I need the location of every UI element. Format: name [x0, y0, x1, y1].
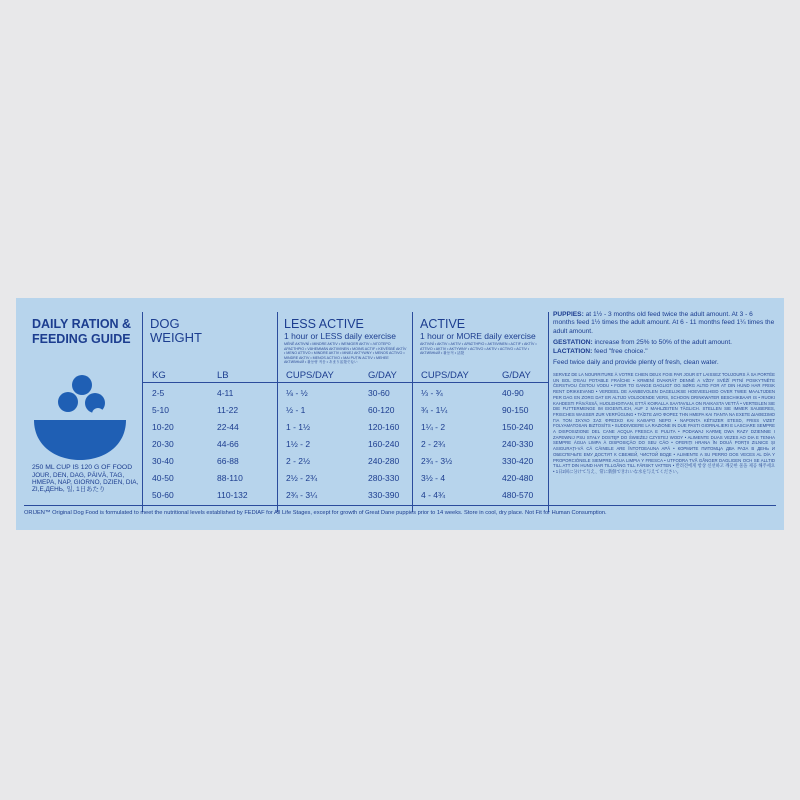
cell-less-cups: 2¾ - 3¼	[286, 490, 318, 500]
puppies-label: PUPPIES:	[553, 311, 584, 318]
cell-active-grams: 480-570	[502, 490, 534, 500]
cell-less-cups: ⅛ - ½	[286, 388, 308, 398]
feed-note: Feed twice daily and provide plenty of fresh, clean water.	[553, 359, 719, 367]
cell-lb: 88-110	[217, 473, 243, 483]
dog-weight-line-1: DOG	[150, 316, 180, 331]
cell-active-grams: 330-420	[502, 456, 534, 466]
divider-left	[142, 312, 143, 512]
cell-active-grams: 240-330	[502, 439, 534, 449]
feeding-guide-panel	[16, 298, 784, 530]
food-bowl-icon	[34, 372, 130, 462]
cell-kg: 5-10	[152, 405, 170, 415]
cell-less-cups: 1 - 1½	[286, 422, 311, 432]
cell-less-grams: 120-160	[368, 422, 400, 432]
cell-kg: 10-20	[152, 422, 174, 432]
cell-lb: 44-66	[217, 439, 239, 449]
cell-kg: 2-5	[152, 388, 165, 398]
cell-active-grams: 420-480	[502, 473, 534, 483]
cell-less-grams: 240-280	[368, 456, 400, 466]
footer-rule	[24, 505, 776, 506]
cell-active-cups: ⅓ - ¾	[421, 388, 443, 398]
lactation-label: LACTATION:	[553, 347, 593, 355]
cell-kg: 20-30	[152, 439, 174, 449]
cell-less-grams: 160-240	[368, 439, 400, 449]
divider-right	[548, 312, 549, 512]
guide-title	[32, 317, 131, 347]
kibble-icon	[72, 375, 92, 395]
puppies-note	[553, 311, 775, 336]
col-header-active-cups: CUPS/DAY	[421, 370, 469, 381]
cell-active-cups: 3½ - 4	[421, 473, 446, 483]
cell-less-cups: 1½ - 2	[286, 439, 311, 449]
cell-active-grams: 150-240	[502, 422, 534, 432]
cup-note-text: 250 ML CUP IS 120 G OF FOOD	[32, 464, 133, 471]
active-subtitle: 1 hour or MORE daily exercise	[420, 331, 536, 341]
cell-less-cups: 2½ - 2¾	[286, 473, 318, 483]
cell-kg: 30-40	[152, 456, 174, 466]
cell-less-grams: 280-330	[368, 473, 400, 483]
guide-title-line-2: FEEDING GUIDE	[32, 332, 131, 346]
col-header-active-grams: G/DAY	[502, 370, 531, 381]
cell-kg: 50-60	[152, 490, 174, 500]
footer-disclaimer: ORIJEN™ Original Dog Food is formulated to meet the nutritional levels established by FEDIAF for All Life Stages, except for growth of Great Dane puppies prior to 14 weeks. Store in cool, dry place. Not Fit for Human Consumption.	[24, 510, 607, 516]
lactation-text: feed "free choice."	[594, 347, 648, 355]
cell-less-cups: ½ - 1	[286, 405, 306, 415]
dog-weight-heading	[150, 317, 202, 345]
less-active-subtitle: 1 hour or LESS daily exercise	[284, 331, 396, 341]
col-header-kg: KG	[152, 370, 166, 381]
cell-lb: 66-88	[217, 456, 239, 466]
gestation-text: increase from 25% to 50% of the adult amount.	[594, 339, 732, 347]
cell-less-grams: 330-390	[368, 490, 400, 500]
cell-less-grams: 60-120	[368, 405, 395, 415]
kibble-icon	[58, 392, 78, 412]
multilingual-instructions: SERVEZ DE LA NOURRITURE À VOTRE CHIEN DEUX FOIS PAR JOUR ET LAISSEZ TOUJOURS À SA PORTÉE UN BOL D'EAU POTABLE FRAÎCHE • KRMENÍ DVAKRÁT DENNĚ A VŽDY SVĚŽÍ PITNÍ POSKYTNĚTE ČERSTVOU ČISTOU VODU • FODR TO GANGE DAGLIGT OG SØRG ALTID FOR AT DIN HUND HAR FRISK RENT DRIKKEVAND • VERDEEL DE AANBEVOLEN DAGELIJKSE HOEVEELHEID OVER TWEE MAALTIJDEN PER DAG EN ZORG DAT ER ALTIJD VOLDOENDE VERS, SCHOON DRINKWATER BESCHIKBAAR IS • RUOKI KAHDESTI PÄIVÄSSÄ, HUOLEHDITAAN, ETTÄ KOIRALLA SAATAVILLA ON RAIKASTA VETTÄ • VERTEILEN SIE DIE FUTTERMENGE IM EIGENTLICH, AUF 2 MAHLZEITEN TÄGLICH. STELLEN SIE IMMER SAUBERES, FRISCHES WASSER ZUR VERFÜGUNG • ΤΑΪΣΤΕ ΔΥΟ ΦΟΡΕΣ ΤΗΝ ΗΜΕΡΑ ΚΑΙ ΠΑΝΤΑ ΝΑ ΕΧΕΤΕ ΔΙΑΘΕΣΙΜΟ ΓΙΑ ΤΟΝ ΣΚΥΛΟ ΣΑΣ ΦΡΕΣΚΟ ΚΑΙ ΚΑΘΑΡΟ ΝΕΡΟ • NAPONTA KÉTSZER ETESD, FRISS VIZET FOLYAMATOSAN BIZTOSÍTS • SUDDIVIDERE LA RAZIONE IN DUE PASTI GIORNALIERI E LASCIARE SEMPRE A DISPOSIZIONE DEL CANE ACQUA FRESCA E PULITA • PODAWAJ KARMĘ DWA RAZY DZIENNIE I ZAPEWNIJ PSU STAŁY DOSTĘP DO ŚWIEŻEJ CZYSTEJ WODY • ALIMENTE DUAS VEZES AO DIA E TENHA SEMPRE ÁGUA LIMPA À DISPOSIÇÃO DO SEU CÃO • OFERIȚI HRANA ÎN DOUĂ PORȚII ZILNICE ȘI ASIGURAȚI-VĂ CĂ CÂINELE ARE ÎNTOTDEAUNA APĂ • КОРМИТЕ ПИТОМЦА ДВА РАЗА В ДЕНЬ И ОБЕСПЕЧЬТЕ ЕМУ ДОСТУП К СВЕЖЕЙ, ЧИСТОЙ ВОДЕ • ALIMENTE A SU PERRO DOS VECES AL DÍA Y PROPORCIÓNELE SIEMPRE AGUA LIMPIA Y FRESCA • UTFODRA TVÅ GÅNGER DAGLIGEN OCH SE ALLTID TILL ATT DIN HUND HAR TILLGÅNG TILL FÄRSKT VATTEN • 반려견에게 항상 신선하고 깨끗한 물을 제공 해주세요 • 1日2回に分けて与え、常に新鮮できれいな水を与えてください。	[553, 372, 775, 474]
header-rule	[142, 382, 548, 383]
divider-less-active	[277, 312, 278, 512]
dog-weight-line-2: WEIGHT	[150, 330, 202, 345]
cell-active-cups: ¾ - 1¼	[421, 405, 448, 415]
col-header-less-grams: G/DAY	[368, 370, 397, 381]
cell-active-cups: 1¼ - 2	[421, 422, 446, 432]
active-translations: AKTIVNÍ • AKTIV • AKTIV • ΔΡΑΣΤΗΡΙΟ • AKTIIVINEN • ACTIF • AKTÍV • ATTIVO • AKTIV • AKTYWNY • ACTIVO • AKTIV • ACTIVO • ACTIV • АКТИВНЫЙ • 활동적 • 活発	[420, 342, 537, 356]
less-active-title: LESS ACTIVE	[284, 317, 364, 331]
col-header-lb: LB	[217, 370, 229, 381]
cell-kg: 40-50	[152, 473, 174, 483]
bowl-shape	[34, 420, 126, 460]
cell-active-cups: 2¾ - 3½	[421, 456, 453, 466]
cell-active-grams: 40-90	[502, 388, 524, 398]
lactation-note	[553, 348, 775, 356]
less-active-translations: MÉNĚ AKTIVNÍ • MINDRE AKTIV • WENIGER AKTIV • ΛΙΓΟΤΕΡΟ ΔΡΑΣΤΗΡΙΟ • VÄHEMMÄN AKTIIVINEN • MOINS ACTIF • KEVÉSBÉ AKTÍV • MENO ATTIVO • MINDRE AKTIV • MNIEJ AKTYWNY • MENOS ACTIVO • MINDRE AKTIV • MENOS ACTIVO • MAI PUȚIN ACTIV • МЕНЕЕ АКТИВНЫЙ • 활동량 적음 • あまり活発でない	[284, 342, 407, 365]
cell-less-cups: 2 - 2½	[286, 456, 311, 466]
divider-active	[412, 312, 413, 512]
cell-lb: 110-132	[217, 490, 248, 500]
cell-less-grams: 30-60	[368, 388, 390, 398]
puppies-text: at 1½ - 3 months old feed twice the adult amount. At 3 - 6 months feed 1½ times the adult amount. At 6 - 11 months feed 1¼ times the adult amount.	[553, 311, 775, 335]
cell-lb: 4-11	[217, 388, 234, 398]
cell-active-cups: 4 - 4¾	[421, 490, 446, 500]
cell-active-grams: 90-150	[502, 405, 529, 415]
cell-active-cups: 2 - 2¾	[421, 439, 446, 449]
guide-title-line-1: DAILY RATION &	[32, 317, 132, 331]
life-stage-notes	[553, 311, 775, 367]
cup-note	[32, 464, 144, 493]
cup-translations: JOUR, DEN, DAG, PÄIVÄ, TAG, ΗΜΕΡΑ, NAP, GIORNO, DZIEN, DIA, ZI,E,ДЕНЬ, 일, 1日あたり	[32, 472, 139, 493]
col-header-less-cups: CUPS/DAY	[286, 370, 334, 381]
cell-lb: 22-44	[217, 422, 239, 432]
cell-lb: 11-22	[217, 405, 239, 415]
active-title: ACTIVE	[420, 317, 466, 331]
kibble-highlight	[92, 408, 104, 420]
gestation-note	[553, 339, 775, 347]
gestation-label: GESTATION:	[553, 339, 593, 347]
